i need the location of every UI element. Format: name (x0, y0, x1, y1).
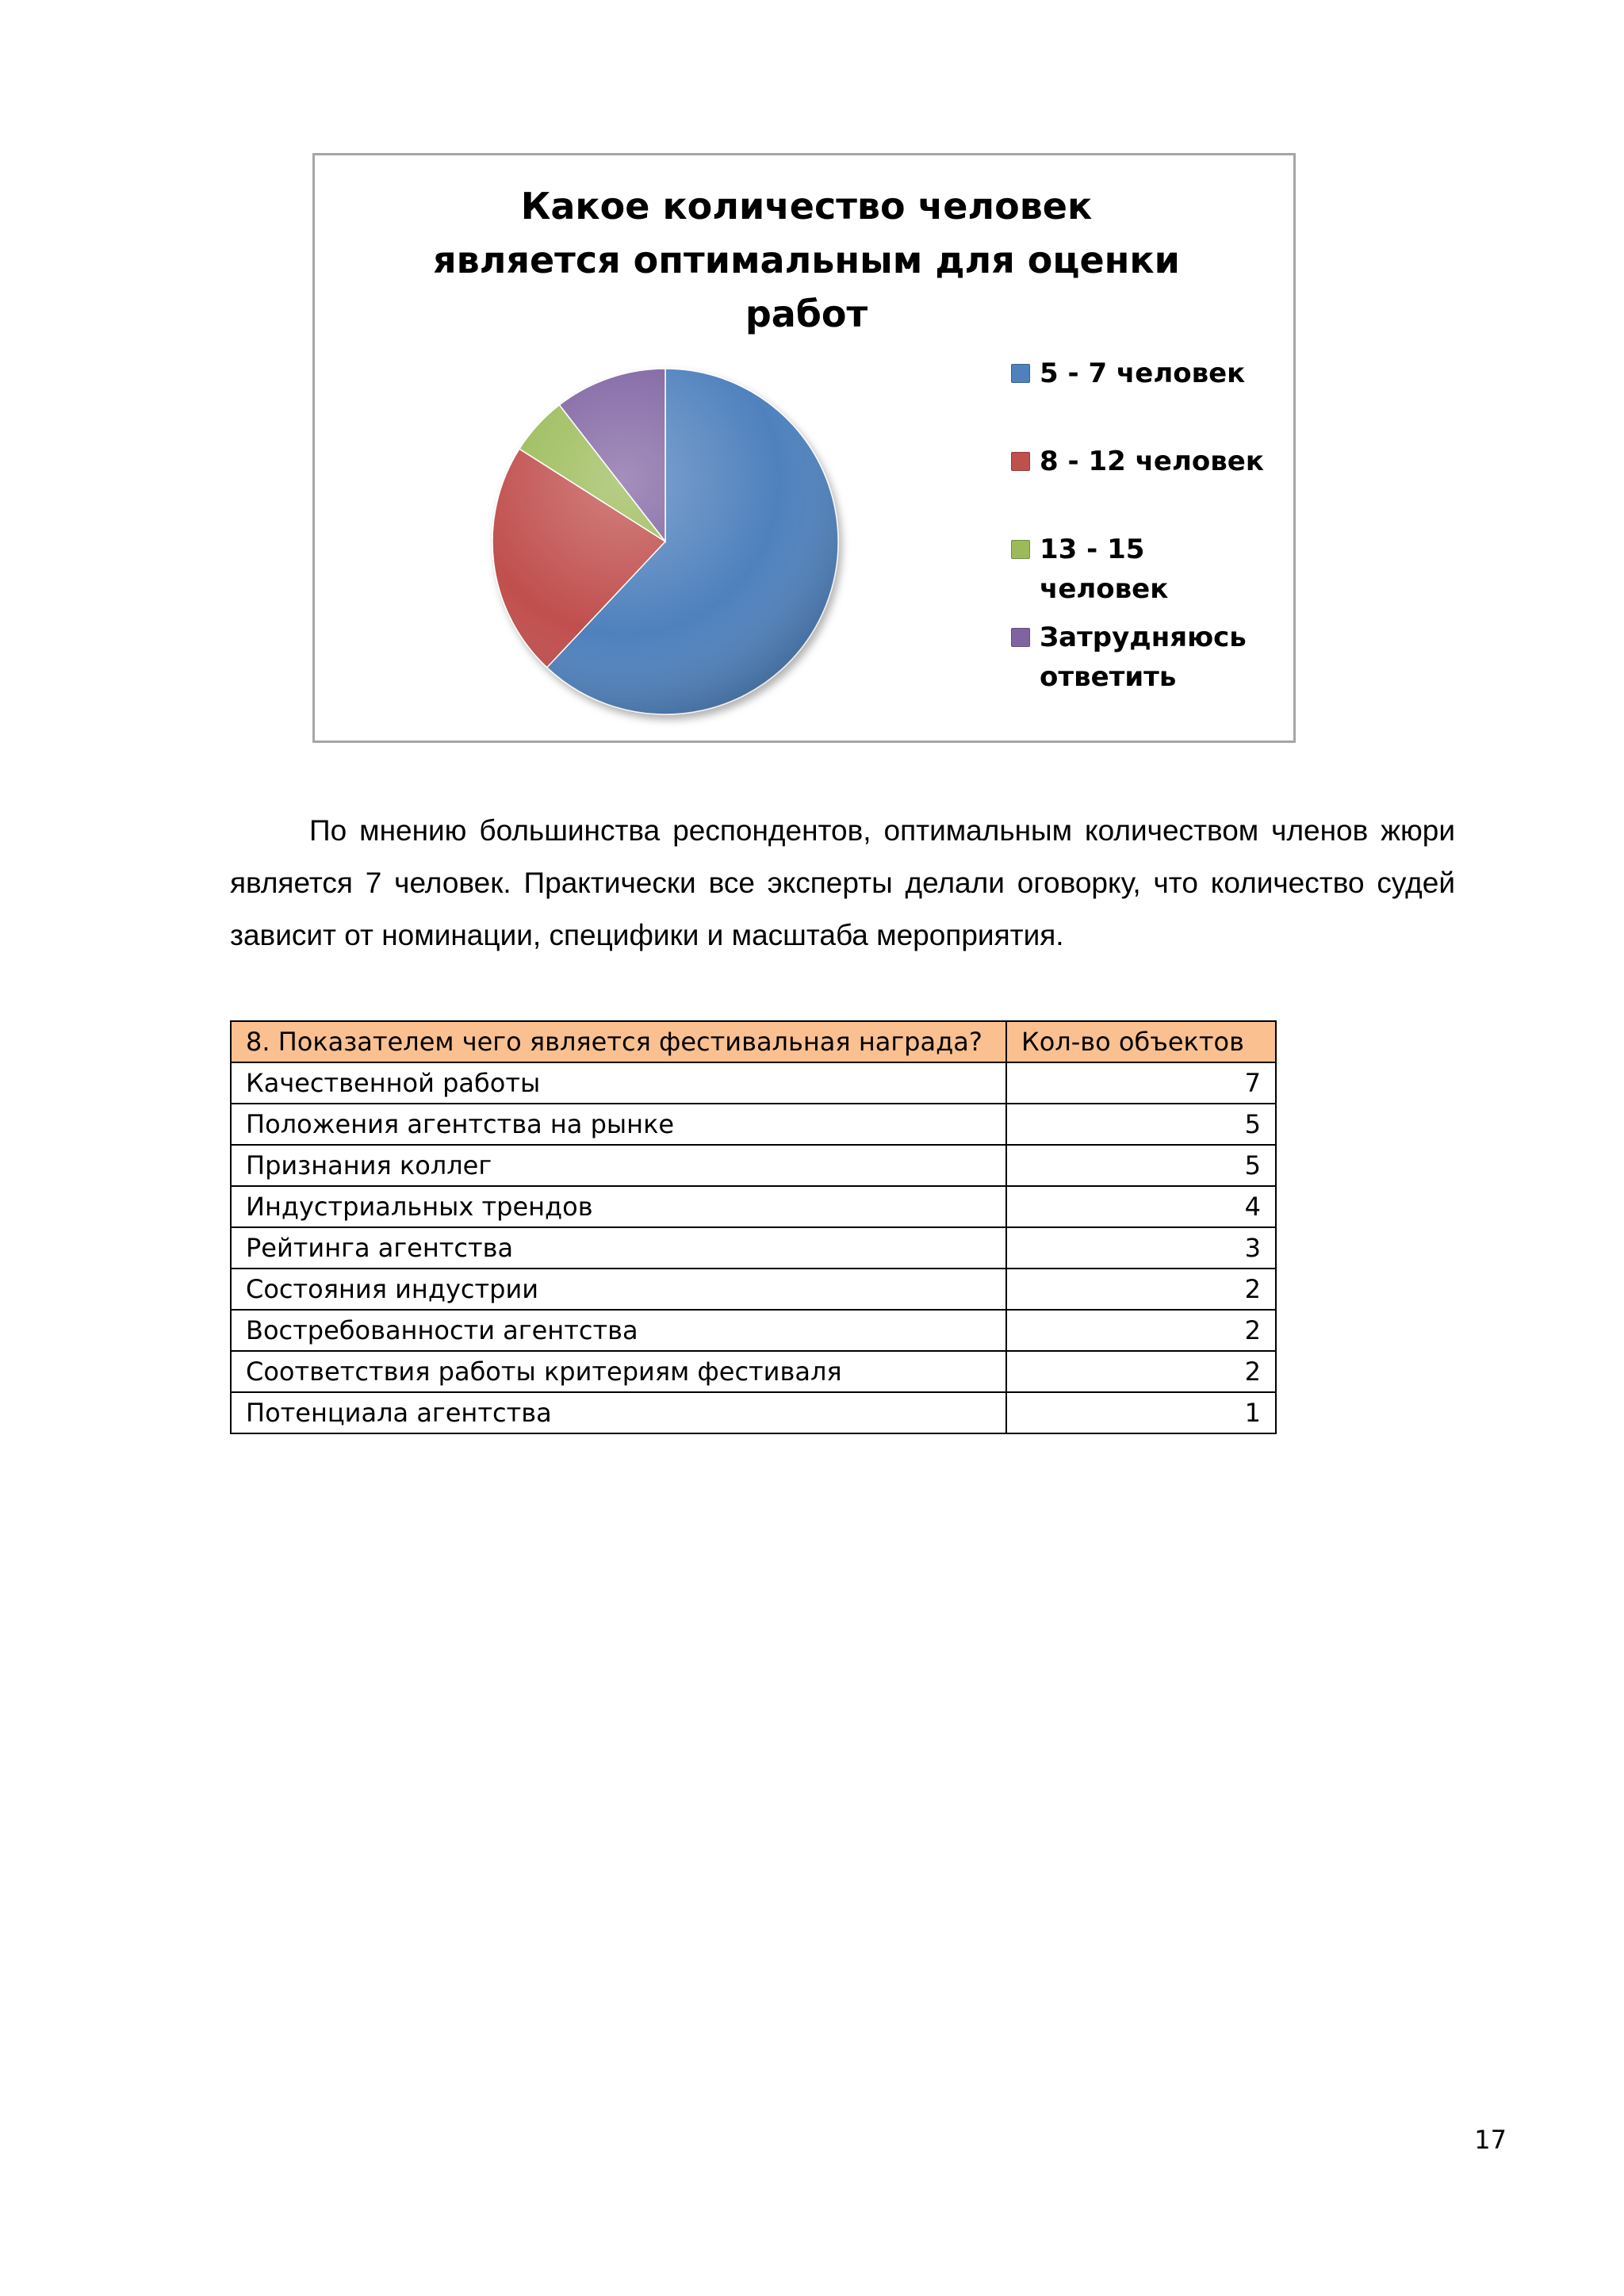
table-cell-name: Качественной работы (231, 1062, 1006, 1104)
pie-chart (312, 153, 1296, 743)
body-paragraph: По мнению большинства респондентов, оптимальным количеством членов жюри является 7 человек. Практически все эксперты делали оговорку, что количество судей зависит от номинации, специфики и масштаба мероприятия. (230, 814, 1455, 951)
table-row (231, 1310, 1276, 1351)
legend-item-13-15 (1011, 530, 1270, 609)
legend-swatch (1011, 364, 1030, 383)
page-number: 17 (1474, 2125, 1507, 2155)
legend-swatch (1011, 540, 1030, 559)
table-row (231, 1062, 1276, 1104)
legend-swatch (1011, 628, 1030, 647)
chart-title-line-1: Какое количество человек (520, 185, 1093, 228)
table-cell-name: Состояния индустрии (231, 1269, 1006, 1310)
table-cell-name: Индустриальных трендов (231, 1186, 1006, 1227)
legend-swatch (1011, 452, 1030, 471)
table-row (231, 1269, 1276, 1310)
legend-label: Затрудняюсь ответить (1040, 622, 1247, 693)
legend-label: 5 - 7 человек (1040, 358, 1246, 389)
table-cell-name: Рейтинга агентства (231, 1227, 1006, 1269)
table-cell-count: 2 (1006, 1310, 1276, 1351)
legend-label: 13 - 15 человек (1040, 534, 1169, 605)
table-row (231, 1392, 1276, 1433)
table-cell-name: Положения агентства на рынке (231, 1104, 1006, 1145)
survey-table (230, 1020, 1277, 1434)
table-cell-name: Соответствия работы критериям фестиваля (231, 1351, 1006, 1392)
table-row (231, 1104, 1276, 1145)
table-cell-count: 5 (1006, 1145, 1276, 1186)
legend-item-8-12 (1011, 442, 1270, 481)
table-row (231, 1351, 1276, 1392)
table-cell-count: 5 (1006, 1104, 1276, 1145)
chart-title-line-2: является оптимальным для оценки (433, 239, 1180, 281)
legend-item-5-7 (1011, 354, 1270, 393)
table-header-question: 8. Показателем чего является фестивальная награда? (231, 1021, 1006, 1062)
legend-label: 8 - 12 человек (1040, 446, 1264, 477)
legend-item-undecided (1011, 618, 1270, 697)
table-cell-count: 7 (1006, 1062, 1276, 1104)
table-cell-name: Потенциала агентства (231, 1392, 1006, 1433)
table-cell-count: 1 (1006, 1392, 1276, 1433)
table-cell-count: 3 (1006, 1227, 1276, 1269)
chart-title-line-3: работ (745, 293, 868, 335)
table-cell-count: 4 (1006, 1186, 1276, 1227)
table-row (231, 1145, 1276, 1186)
table-cell-name: Востребованности агентства (231, 1310, 1006, 1351)
table-row (231, 1227, 1276, 1269)
table-cell-count: 2 (1006, 1269, 1276, 1310)
table-header-row (231, 1021, 1276, 1062)
table-cell-count: 2 (1006, 1351, 1276, 1392)
table-header-count: Кол-во объектов (1006, 1021, 1276, 1062)
table-cell-name: Признания коллег (231, 1145, 1006, 1186)
table-row (231, 1186, 1276, 1227)
